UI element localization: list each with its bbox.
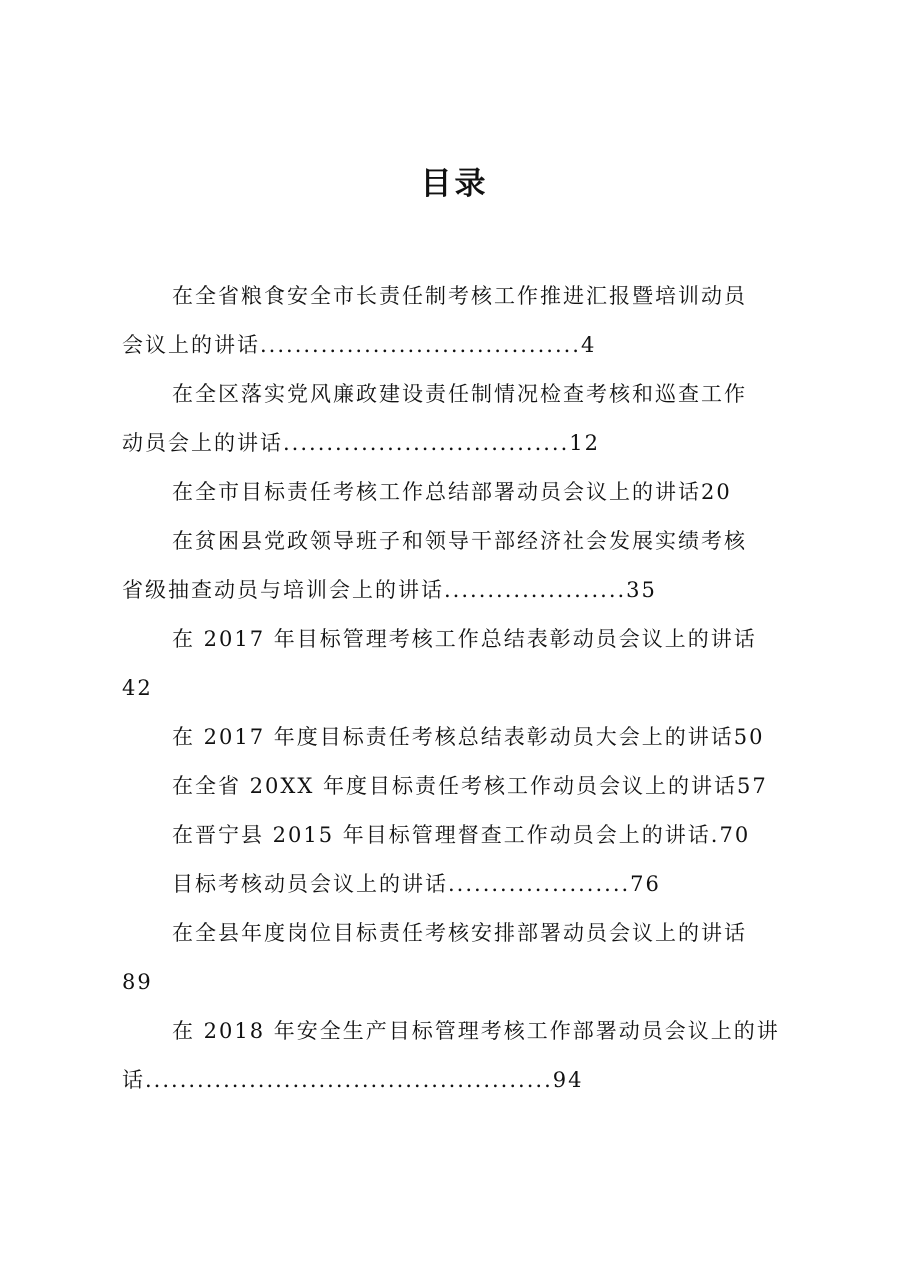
toc-entry[interactable] xyxy=(122,272,802,370)
toc-entry-title: 在晋宁县 2015 年目标管理督查工作动员会上的讲话.70 xyxy=(172,823,751,847)
toc-entry[interactable] xyxy=(122,713,802,762)
toc-entry[interactable] xyxy=(122,615,802,713)
toc-entry-title: 目标考核动员会议上的讲话.....................76 xyxy=(172,872,661,896)
toc-entry-title: 在全县年度岗位目标责任考核安排部署动员会议上的讲话 xyxy=(172,921,747,945)
table-of-contents xyxy=(122,272,802,1105)
toc-entry[interactable] xyxy=(122,762,802,811)
toc-entry-continuation: 省级抽查动员与培训会上的讲话.....................35 xyxy=(122,578,657,602)
page-title: 目录 xyxy=(420,166,489,202)
toc-entry-title: 在全省粮食安全市长责任制考核工作推进汇报暨培训动员 xyxy=(172,284,747,308)
toc-entry[interactable] xyxy=(122,1007,802,1105)
toc-entry-continuation: 话...............................................94 xyxy=(122,1068,584,1092)
toc-entry-continuation: 动员会上的讲话.................................12 xyxy=(122,431,601,455)
toc-entry[interactable] xyxy=(122,517,802,615)
toc-entry-title: 在 2018 年安全生产目标管理考核工作部署动员会议上的讲 xyxy=(172,1019,780,1043)
toc-entry-title: 在全市目标责任考核工作总结部署动员会议上的讲话20 xyxy=(172,480,732,504)
toc-entry-title: 在全省 20XX 年度目标责任考核工作动员会议上的讲话57 xyxy=(172,774,768,798)
toc-entry[interactable] xyxy=(122,468,802,517)
toc-entry-title: 在贫困县党政领导班子和领导干部经济社会发展实绩考核 xyxy=(172,529,747,553)
toc-entry-title: 在全区落实党风廉政建设责任制情况检查考核和巡查工作 xyxy=(172,382,747,406)
toc-entry[interactable] xyxy=(122,370,802,468)
toc-entry-continuation: 89 xyxy=(122,970,153,994)
toc-entry-title: 在 2017 年目标管理考核工作总结表彰动员会议上的讲话 xyxy=(172,627,757,651)
toc-entry-title: 在 2017 年度目标责任考核总结表彰动员大会上的讲话50 xyxy=(172,725,765,749)
toc-entry[interactable] xyxy=(122,811,802,860)
toc-entry-continuation: 42 xyxy=(122,676,153,700)
toc-entry[interactable] xyxy=(122,909,802,1007)
toc-entry[interactable] xyxy=(122,860,802,909)
toc-entry-continuation: 会议上的讲话.....................................4 xyxy=(122,333,597,357)
